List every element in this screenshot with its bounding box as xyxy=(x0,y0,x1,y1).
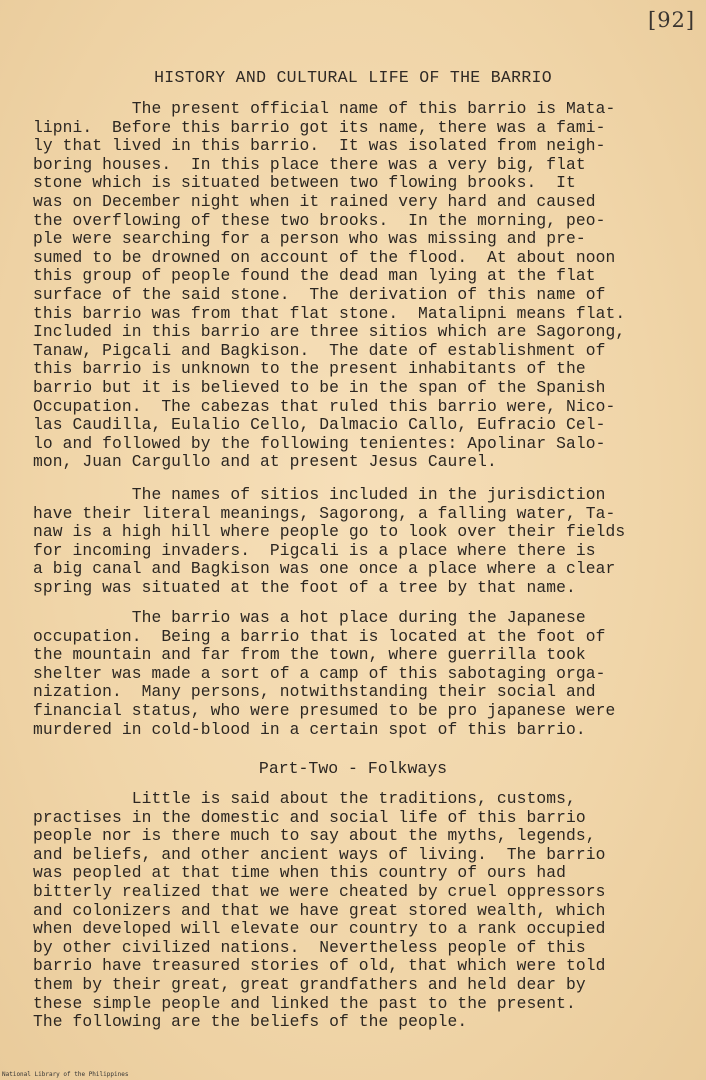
footer-credit: National Library of the Philippines xyxy=(2,1071,129,1078)
paragraph-folkways: Little is said about the traditions, customs, practises in the domestic and social life of this barrio people nor is there much to say about the myths, legends, and beliefs, and other ancient ways of living. The barrio was peopled at that time when this country of ours had bitterly realized that we were cheated by cruel oppressors and colonizers and that we have great stored wealth, which when developed will elevate our country to a rank occupied by other civilized nations. Nevertheless people of this barrio have treasured stories of old, that which were told them by their great, great grandfathers and held dear by these simple people and linked the past to the present. The following are the beliefs of the people. xyxy=(33,789,606,1032)
section-heading: Part-Two - Folkways xyxy=(258,759,448,778)
paragraph-history: The present official name of this barrio is Mata- lipni. Before this barrio got its name, there was a fami- ly that lived in this barrio. It was isolated from neigh- boring houses. In this place there was a very big, flat stone which is situated between two flowing brooks. It was on December night when it rained very hard and caused the overflowing of these two brooks. In the morning, peo- ple were searching for a person who was missing and pre- sumed to be drowned on account of the flood. At about noon this group of people found the dead man lying at the flat surface of the said stone. The derivation of this name of this barrio was from that flat stone. Matalipni means flat. Included in this barrio are three sitios which are Sagorong, Tanaw, Pigcali and Bagkison. The date of establishment of this barrio is unknown to the present inhabitants of the barrio but it is believed to be in the span of the Spanish Occupation. The cabezas that ruled this barrio were, Nico- las Caudilla, Eulalio Cello, Dalmacio Callo, Eufracio Cel- lo and followed by the following tenientes: Apolinar Salo- mon, Juan Cargullo and at present Jesus Caurel. xyxy=(33,99,626,472)
paragraph-japanese-occupation: The barrio was a hot place during the Japanese occupation. Being a barrio that is located at the foot of the mountain and far from the town, where guerrilla took shelter was made a sort of a camp of this sabotaging orga- nization. Many persons, notwithstanding their social and financial status, who were presumed to be pro japanese were murdered in cold-blood in a certain spot of this barrio. xyxy=(33,608,616,739)
page-title: HISTORY AND CULTURAL LIFE OF THE BARRIO xyxy=(154,68,552,87)
page-number: [92] xyxy=(648,8,696,32)
paragraph-sitios: The names of sitios included in the jurisdiction have their literal meanings, Sagorong, a falling water, Ta- naw is a high hill where people go to look over their fields for incoming invaders. Pigcali is a place where there is a big canal and Bagkison was one once a place where a clear spring was situated at the foot of a tree by that name. xyxy=(33,485,626,597)
